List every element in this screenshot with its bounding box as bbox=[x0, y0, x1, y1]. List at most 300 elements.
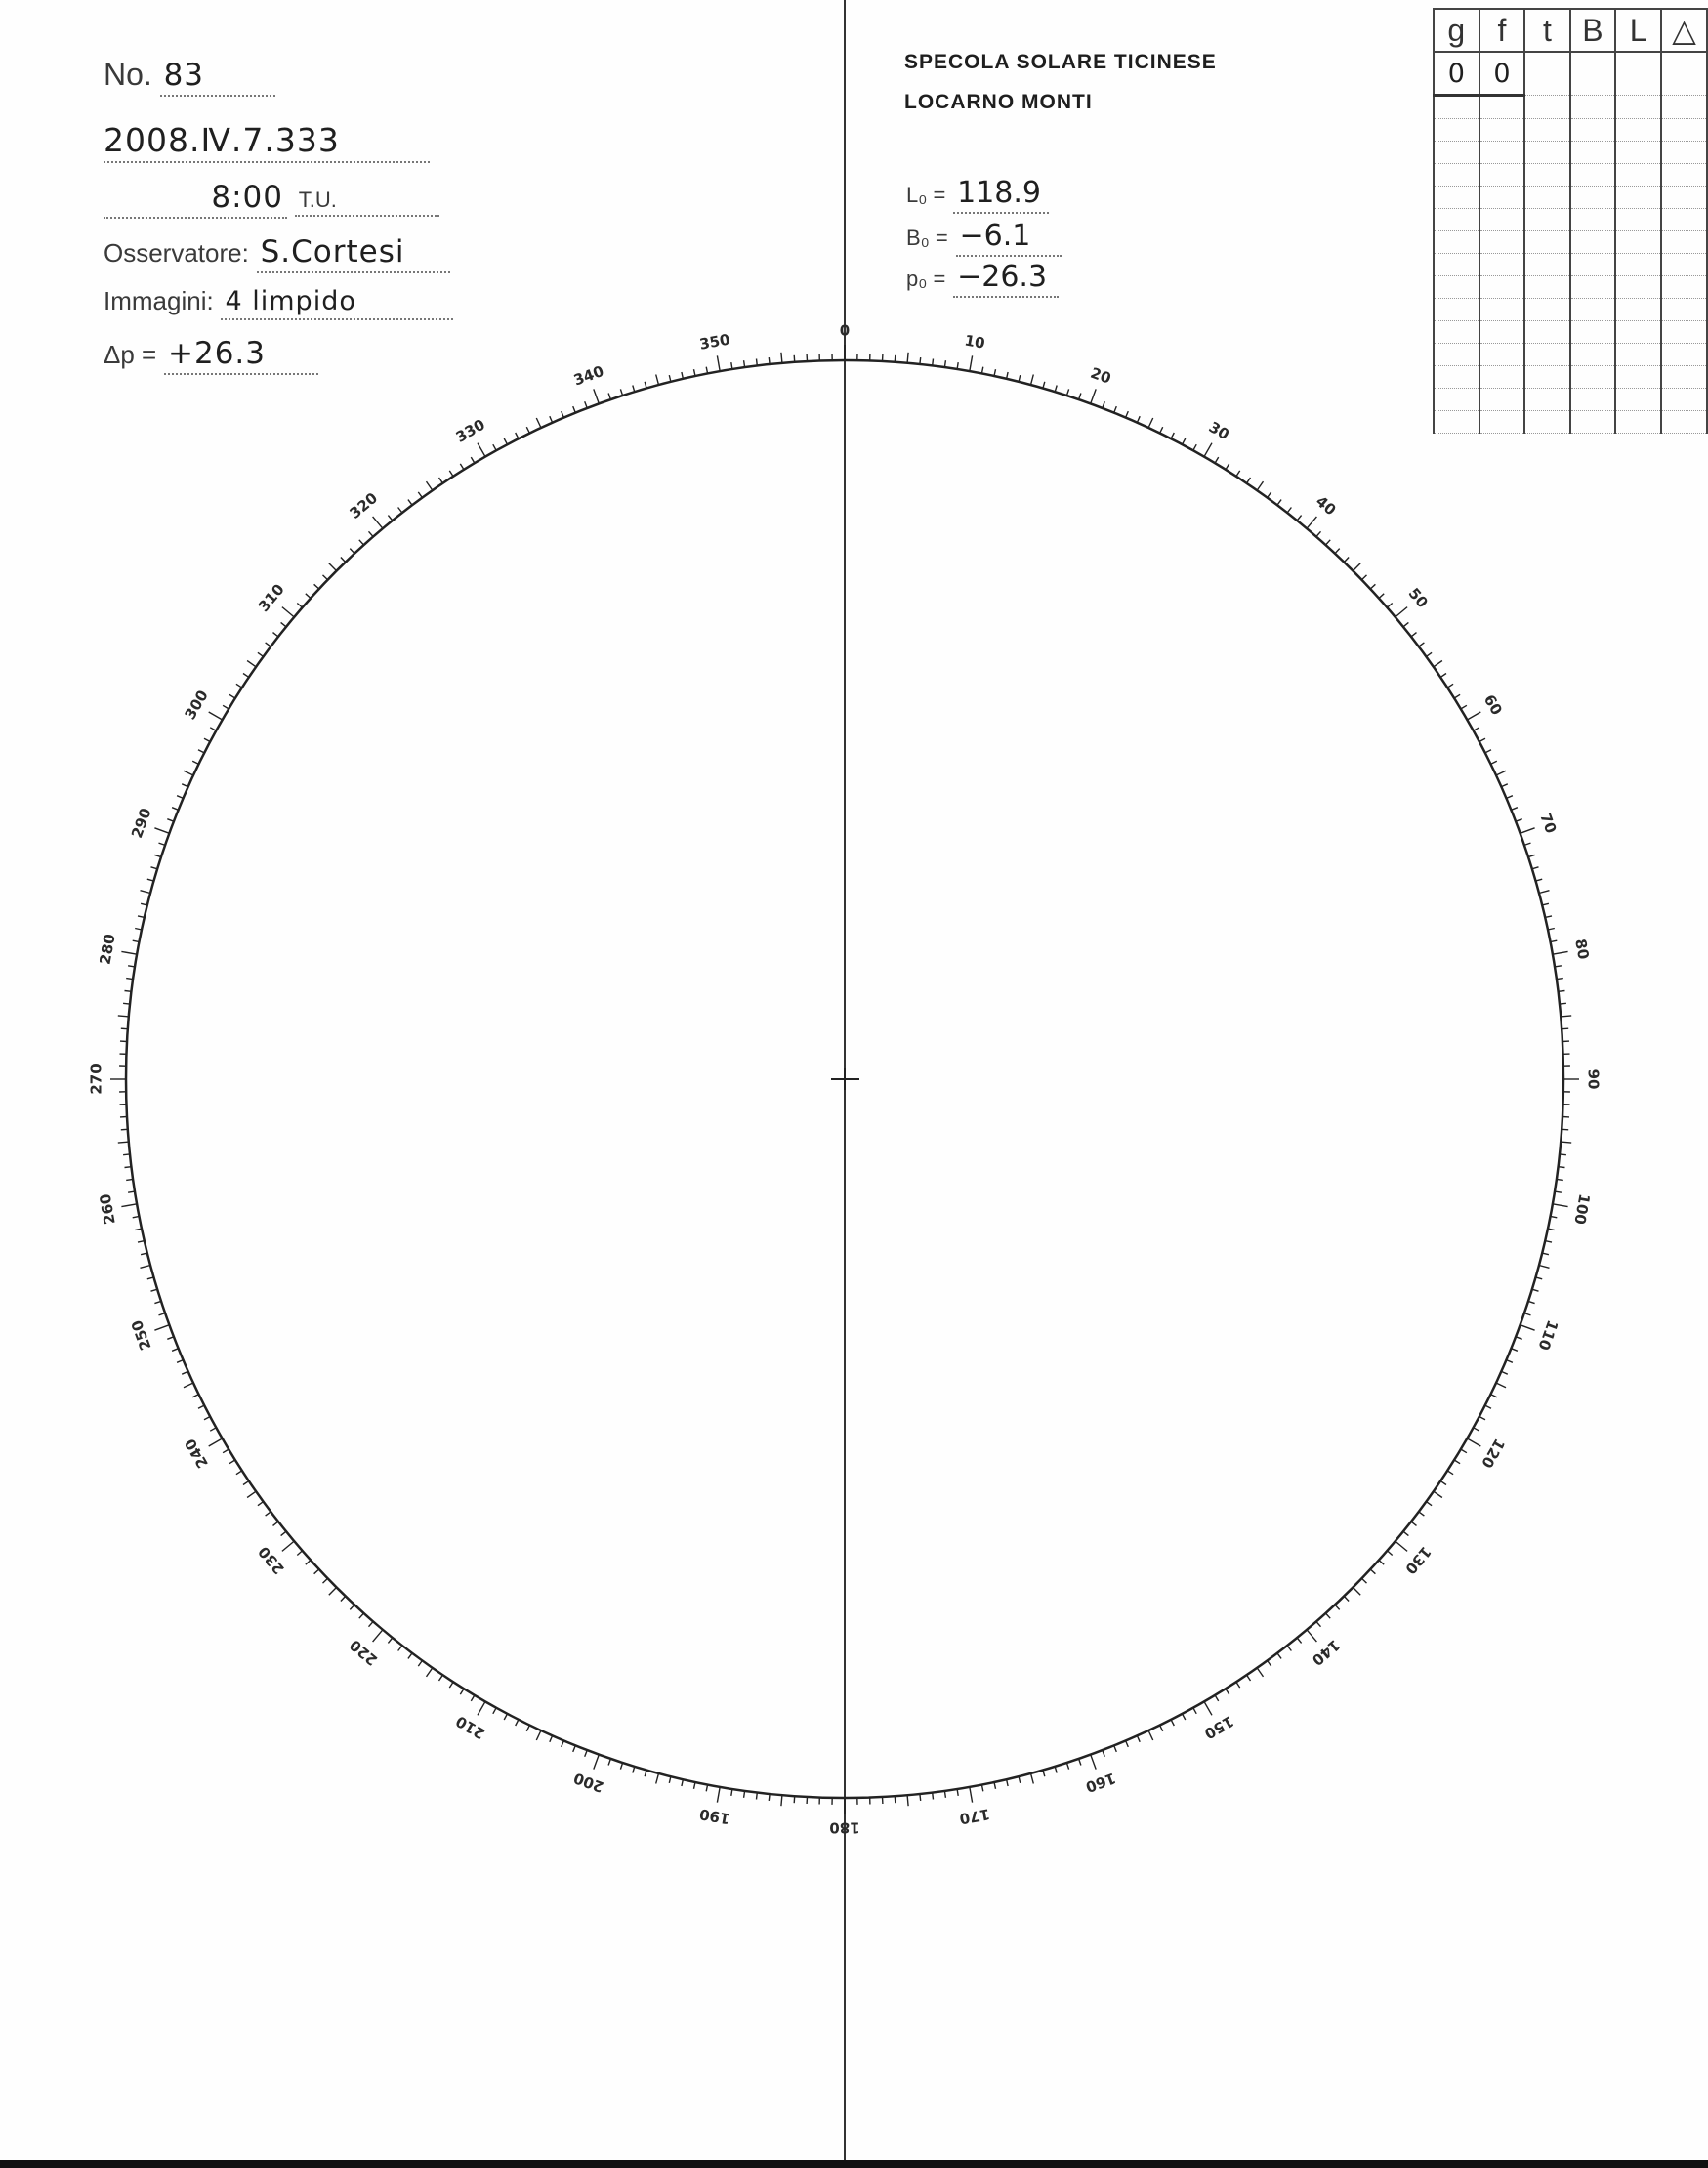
degree-label: 10 bbox=[963, 331, 986, 353]
table-cell bbox=[1615, 276, 1661, 299]
degree-tick bbox=[147, 879, 154, 881]
degree-tick bbox=[1434, 1491, 1442, 1497]
degree-tick bbox=[314, 1569, 319, 1574]
degree-label: 300 bbox=[181, 687, 212, 723]
degree-tick bbox=[645, 382, 646, 389]
table-cell bbox=[1570, 254, 1616, 276]
degree-tick bbox=[1454, 694, 1460, 698]
table-cell bbox=[1661, 366, 1707, 389]
degree-tick bbox=[1447, 1471, 1453, 1475]
degree-tick bbox=[439, 478, 443, 483]
table-cell bbox=[1524, 254, 1569, 276]
table-cell bbox=[1524, 119, 1569, 142]
degree-tick bbox=[550, 1735, 553, 1741]
degree-tick bbox=[1559, 991, 1565, 992]
table-row bbox=[1434, 119, 1707, 142]
time-field bbox=[104, 180, 439, 219]
degree-tick bbox=[341, 1596, 346, 1601]
degree-tick bbox=[159, 843, 166, 845]
degree-tick bbox=[994, 369, 996, 376]
degree-tick bbox=[154, 1325, 169, 1331]
degree-tick bbox=[1079, 394, 1081, 400]
degree-tick bbox=[1297, 1638, 1301, 1643]
degree-tick bbox=[306, 1561, 311, 1565]
degree-tick bbox=[177, 1360, 183, 1363]
degree-tick bbox=[794, 1796, 795, 1803]
degree-tick bbox=[1474, 728, 1479, 730]
degree-tick bbox=[1114, 406, 1117, 413]
table-cell bbox=[1524, 389, 1569, 411]
degree-tick bbox=[306, 594, 311, 599]
degree-tick bbox=[1055, 386, 1057, 393]
degree-label: 220 bbox=[346, 1636, 382, 1670]
table-cell bbox=[1570, 164, 1616, 187]
degree-tick bbox=[1426, 652, 1432, 656]
degree-tick bbox=[694, 1782, 696, 1789]
table-cell bbox=[1479, 254, 1525, 276]
degree-tick bbox=[167, 819, 174, 822]
degree-tick bbox=[1528, 855, 1535, 856]
degree-label: 210 bbox=[452, 1712, 488, 1743]
degree-tick bbox=[151, 867, 158, 869]
degree-tick bbox=[1440, 674, 1446, 678]
degree-tick bbox=[1236, 471, 1240, 477]
degree-tick bbox=[1516, 819, 1522, 822]
table-row bbox=[1434, 411, 1707, 434]
degree-tick bbox=[1434, 661, 1442, 667]
degree-tick bbox=[585, 401, 588, 408]
degree-tick bbox=[121, 951, 137, 954]
degree-tick bbox=[1103, 1750, 1105, 1757]
degree-tick bbox=[449, 1682, 453, 1688]
degree-tick bbox=[341, 558, 346, 563]
degree-label: 250 bbox=[127, 1317, 155, 1353]
degree-tick bbox=[516, 433, 519, 438]
table-cell bbox=[1524, 276, 1569, 299]
degree-tick bbox=[471, 457, 475, 463]
table-cell bbox=[1615, 209, 1661, 231]
degree-tick bbox=[682, 1779, 684, 1786]
table-cell bbox=[1434, 321, 1479, 344]
degree-tick bbox=[1268, 492, 1271, 498]
degree-tick bbox=[656, 375, 659, 386]
degree-tick bbox=[1557, 1179, 1563, 1180]
degree-tick bbox=[1528, 1301, 1535, 1303]
degree-tick bbox=[769, 357, 770, 364]
degree-tick bbox=[1536, 879, 1543, 881]
table-header-row bbox=[1434, 9, 1707, 52]
table-cell bbox=[1661, 187, 1707, 209]
degree-tick bbox=[1257, 481, 1263, 490]
table-cell bbox=[1524, 321, 1569, 344]
number-field bbox=[104, 57, 275, 97]
table-cell bbox=[1524, 411, 1569, 434]
degree-tick bbox=[198, 750, 204, 753]
degree-tick bbox=[471, 1695, 475, 1701]
table-cell bbox=[1524, 96, 1569, 119]
degree-label: 80 bbox=[1571, 938, 1593, 961]
degree-tick bbox=[944, 1791, 945, 1798]
degree-tick bbox=[944, 360, 945, 367]
degree-label: 260 bbox=[96, 1192, 119, 1227]
degree-tick bbox=[907, 1795, 908, 1806]
degree-tick bbox=[1215, 457, 1219, 463]
degree-tick bbox=[159, 1313, 166, 1315]
degree-tick bbox=[1326, 540, 1331, 545]
degree-tick bbox=[369, 1622, 374, 1627]
degree-tick bbox=[1560, 1003, 1566, 1004]
cell-f: 0 bbox=[1479, 52, 1525, 96]
table-cell bbox=[1615, 187, 1661, 209]
degree-tick bbox=[1287, 508, 1291, 514]
degree-tick bbox=[1066, 389, 1068, 396]
degree-tick bbox=[633, 1767, 635, 1773]
degree-tick bbox=[427, 481, 433, 490]
table-row bbox=[1434, 231, 1707, 254]
table-cell bbox=[1615, 164, 1661, 187]
degree-tick bbox=[1007, 1779, 1009, 1786]
table-cell bbox=[1661, 411, 1707, 434]
degree-tick bbox=[329, 563, 337, 571]
degree-tick bbox=[744, 360, 745, 367]
degree-tick bbox=[1226, 1689, 1229, 1694]
degree-tick bbox=[493, 1708, 496, 1714]
table-cell bbox=[1479, 187, 1525, 209]
degree-tick bbox=[1411, 633, 1417, 637]
degree-tick bbox=[1485, 1405, 1491, 1408]
degree-tick bbox=[633, 386, 635, 393]
sunspot-count-table bbox=[1433, 8, 1708, 434]
degree-tick bbox=[970, 1787, 973, 1803]
table-cell bbox=[1615, 119, 1661, 142]
degree-tick bbox=[1485, 750, 1491, 753]
degree-tick bbox=[1091, 1755, 1097, 1770]
degree-tick bbox=[1396, 1541, 1407, 1551]
degree-tick bbox=[1557, 979, 1563, 980]
table-cell bbox=[1434, 411, 1479, 434]
table-row bbox=[1434, 209, 1707, 231]
degree-tick bbox=[1479, 738, 1485, 741]
table-cell bbox=[1524, 299, 1569, 321]
number-value: 83 bbox=[160, 58, 275, 97]
degree-tick bbox=[121, 1028, 128, 1029]
degree-tick bbox=[192, 1395, 198, 1397]
header-g: g bbox=[1434, 9, 1479, 52]
degree-tick bbox=[620, 389, 622, 396]
table-cell bbox=[1479, 231, 1525, 254]
degree-label: 320 bbox=[346, 488, 382, 522]
degree-tick bbox=[418, 492, 422, 498]
degree-tick bbox=[573, 1745, 576, 1752]
table-cell bbox=[1434, 142, 1479, 164]
degree-tick bbox=[418, 1660, 422, 1666]
degree-tick bbox=[204, 1417, 210, 1420]
degree-tick bbox=[408, 1653, 412, 1659]
degree-tick bbox=[266, 643, 271, 646]
degree-label: 140 bbox=[1308, 1636, 1344, 1670]
table-cell bbox=[1434, 164, 1479, 187]
degree-tick bbox=[118, 1016, 129, 1017]
degree-tick bbox=[1411, 1522, 1417, 1525]
degree-tick bbox=[1137, 1735, 1140, 1741]
degree-tick bbox=[1043, 382, 1045, 389]
degree-tick bbox=[1524, 843, 1531, 845]
degree-label: 290 bbox=[127, 806, 155, 841]
degree-tick bbox=[1521, 1325, 1535, 1331]
table-cell bbox=[1661, 119, 1707, 142]
degree-tick bbox=[562, 1741, 564, 1747]
table-cell bbox=[1479, 164, 1525, 187]
table-row bbox=[1434, 299, 1707, 321]
degree-tick bbox=[594, 389, 600, 403]
degree-tick bbox=[1193, 1708, 1196, 1714]
degree-tick bbox=[1353, 1587, 1360, 1595]
degree-tick bbox=[125, 991, 132, 992]
table-cell bbox=[1661, 164, 1707, 187]
cell-t bbox=[1524, 52, 1569, 96]
degree-tick bbox=[1361, 1578, 1366, 1583]
degree-tick bbox=[1553, 951, 1568, 954]
degree-tick bbox=[439, 1675, 443, 1681]
table-cell bbox=[1661, 231, 1707, 254]
degree-tick bbox=[1507, 1360, 1513, 1363]
degree-tick bbox=[1553, 1204, 1568, 1207]
table-cell bbox=[1434, 187, 1479, 209]
degree-tick bbox=[478, 1701, 485, 1715]
degree-tick bbox=[744, 1791, 745, 1798]
table-cell bbox=[1434, 276, 1479, 299]
table-row bbox=[1434, 389, 1707, 411]
degree-tick bbox=[198, 1405, 204, 1408]
organization-line-2: LOCARNO MONTI bbox=[904, 91, 1093, 113]
table-cell bbox=[1661, 209, 1707, 231]
degree-tick bbox=[427, 1668, 433, 1677]
degree-tick bbox=[1491, 1395, 1497, 1397]
degree-tick bbox=[125, 1167, 132, 1168]
degree-tick bbox=[1160, 427, 1163, 433]
l0-field bbox=[906, 176, 1049, 214]
degree-tick bbox=[1532, 1289, 1539, 1291]
table-row bbox=[1434, 366, 1707, 389]
table-cell bbox=[1570, 366, 1616, 389]
degree-tick bbox=[620, 1763, 622, 1770]
degree-tick bbox=[1419, 1512, 1425, 1516]
header-f: f bbox=[1479, 9, 1525, 52]
degree-tick bbox=[1148, 1730, 1153, 1740]
degree-tick bbox=[1426, 1502, 1432, 1506]
degree-tick bbox=[1521, 828, 1535, 834]
degree-tick bbox=[172, 1349, 179, 1352]
degree-tick bbox=[1335, 1605, 1340, 1609]
table-row bbox=[1434, 142, 1707, 164]
table-cell bbox=[1570, 299, 1616, 321]
degree-label: 90 bbox=[1584, 1068, 1603, 1090]
degree-tick bbox=[1419, 643, 1425, 646]
degree-tick bbox=[1379, 1561, 1384, 1565]
degree-tick bbox=[1171, 433, 1174, 438]
table-cell bbox=[1570, 411, 1616, 434]
table-cell bbox=[1434, 119, 1479, 142]
degree-tick bbox=[141, 1253, 147, 1255]
table-row bbox=[1434, 187, 1707, 209]
degree-tick bbox=[757, 359, 758, 366]
degree-label: 110 bbox=[1534, 1317, 1562, 1353]
degree-tick bbox=[314, 584, 319, 589]
degree-tick bbox=[210, 728, 216, 730]
table-row bbox=[1434, 344, 1707, 366]
degree-label: 0 bbox=[839, 321, 851, 340]
degree-tick bbox=[794, 355, 795, 362]
degree-tick bbox=[526, 427, 529, 433]
degree-label: 60 bbox=[1479, 691, 1506, 719]
degree-tick bbox=[236, 1471, 242, 1475]
degree-tick bbox=[408, 500, 412, 506]
header-b: B bbox=[1570, 9, 1616, 52]
table-cell bbox=[1479, 321, 1525, 344]
degree-tick bbox=[682, 372, 684, 379]
degree-tick bbox=[536, 1730, 541, 1740]
b0-label: B₀ = bbox=[906, 226, 948, 250]
degree-tick bbox=[994, 1782, 996, 1789]
degree-tick bbox=[1344, 558, 1349, 563]
degree-label: 40 bbox=[1312, 492, 1340, 520]
degree-tick bbox=[126, 979, 133, 980]
degree-tick bbox=[1461, 1449, 1467, 1453]
degree-tick bbox=[504, 438, 507, 444]
degree-tick bbox=[236, 684, 242, 688]
degree-tick bbox=[154, 855, 161, 856]
images-label: Immagini: bbox=[104, 286, 214, 315]
degree-tick bbox=[329, 1587, 337, 1595]
degree-tick bbox=[1316, 1622, 1321, 1627]
degree-tick bbox=[1031, 375, 1034, 386]
degree-tick bbox=[398, 508, 402, 514]
table-cell bbox=[1615, 366, 1661, 389]
degree-tick bbox=[717, 355, 720, 371]
delta-p-field bbox=[104, 336, 318, 375]
degree-tick bbox=[608, 1759, 610, 1766]
degree-tick bbox=[177, 796, 183, 799]
table-cell bbox=[1434, 366, 1479, 389]
table-cell bbox=[1434, 299, 1479, 321]
header-t: t bbox=[1524, 9, 1569, 52]
degree-tick bbox=[323, 1578, 328, 1583]
degree-tick bbox=[1511, 1349, 1518, 1352]
degree-tick bbox=[1491, 761, 1497, 764]
table-cell bbox=[1479, 389, 1525, 411]
degree-tick bbox=[273, 1522, 279, 1525]
table-cell bbox=[1615, 411, 1661, 434]
table-row bbox=[1434, 164, 1707, 187]
observer-label: Osservatore: bbox=[104, 238, 249, 268]
table-cell bbox=[1615, 231, 1661, 254]
degree-tick bbox=[1545, 1241, 1552, 1243]
table-cell bbox=[1524, 142, 1569, 164]
bottom-edge-bar bbox=[0, 2160, 1708, 2168]
degree-label: 150 bbox=[1201, 1712, 1237, 1743]
degree-tick bbox=[323, 575, 328, 580]
degree-tick bbox=[1268, 1660, 1271, 1666]
table-row bbox=[1434, 276, 1707, 299]
table-cell bbox=[1434, 389, 1479, 411]
cell-g: 0 bbox=[1434, 52, 1479, 96]
degree-tick bbox=[1171, 1720, 1174, 1726]
degree-tick bbox=[1307, 517, 1316, 528]
degree-tick bbox=[247, 661, 256, 667]
degree-tick bbox=[1532, 867, 1539, 869]
degree-tick bbox=[1396, 607, 1407, 617]
organization-line-1: SPECOLA SOLARE TICINESE bbox=[904, 51, 1217, 73]
degree-tick bbox=[1183, 1714, 1186, 1720]
degree-tick bbox=[1137, 416, 1140, 422]
degree-tick bbox=[920, 357, 921, 364]
degree-tick bbox=[1370, 1569, 1375, 1574]
degree-tick bbox=[717, 1787, 720, 1803]
degree-tick bbox=[1160, 1726, 1163, 1731]
table-cell bbox=[1570, 209, 1616, 231]
degree-tick bbox=[1091, 389, 1097, 403]
degree-label: 280 bbox=[96, 932, 119, 966]
degree-tick bbox=[1388, 1551, 1393, 1556]
number-label: No. bbox=[104, 57, 152, 92]
degree-tick bbox=[1247, 1675, 1251, 1681]
degree-tick bbox=[243, 1481, 249, 1485]
cell-delta bbox=[1661, 52, 1707, 96]
degree-tick bbox=[223, 705, 229, 709]
degree-tick bbox=[460, 464, 464, 470]
degree-tick bbox=[209, 1438, 223, 1446]
table-cell bbox=[1615, 96, 1661, 119]
table-cell bbox=[1479, 344, 1525, 366]
degree-tick bbox=[1066, 1763, 1068, 1770]
degree-tick bbox=[1562, 1028, 1568, 1029]
degree-tick bbox=[182, 1371, 187, 1374]
degree-tick bbox=[1204, 443, 1212, 457]
degree-label: 130 bbox=[1401, 1542, 1436, 1578]
degree-tick bbox=[1204, 1701, 1212, 1715]
degree-tick bbox=[258, 1502, 264, 1506]
table-cell bbox=[1661, 254, 1707, 276]
degree-tick bbox=[398, 1646, 402, 1651]
degree-tick bbox=[1479, 1417, 1485, 1420]
table-cell bbox=[1524, 231, 1569, 254]
degree-tick bbox=[297, 604, 302, 608]
p0-label: p₀ = bbox=[906, 267, 946, 291]
degree-tick bbox=[138, 1241, 145, 1243]
degree-tick bbox=[1560, 1154, 1566, 1155]
images-field bbox=[104, 285, 453, 320]
degree-tick bbox=[1467, 712, 1480, 720]
degree-tick bbox=[147, 1277, 154, 1279]
degree-tick bbox=[781, 353, 782, 363]
observer-value: S.Cortesi bbox=[257, 234, 450, 273]
degree-tick bbox=[1114, 1745, 1117, 1752]
degree-tick bbox=[141, 903, 147, 905]
degree-tick bbox=[1379, 594, 1384, 599]
degree-tick bbox=[645, 1771, 646, 1777]
degree-tick bbox=[273, 633, 279, 637]
table-cell bbox=[1570, 344, 1616, 366]
degree-tick bbox=[209, 712, 223, 720]
header-delta: △ bbox=[1661, 9, 1707, 52]
degree-tick bbox=[1539, 891, 1550, 894]
time-value: 8:00 bbox=[104, 180, 287, 219]
degree-tick bbox=[1536, 1277, 1543, 1279]
degree-tick bbox=[141, 1266, 151, 1269]
degree-tick bbox=[694, 369, 696, 376]
degree-tick bbox=[449, 471, 453, 477]
degree-tick bbox=[1126, 411, 1129, 417]
